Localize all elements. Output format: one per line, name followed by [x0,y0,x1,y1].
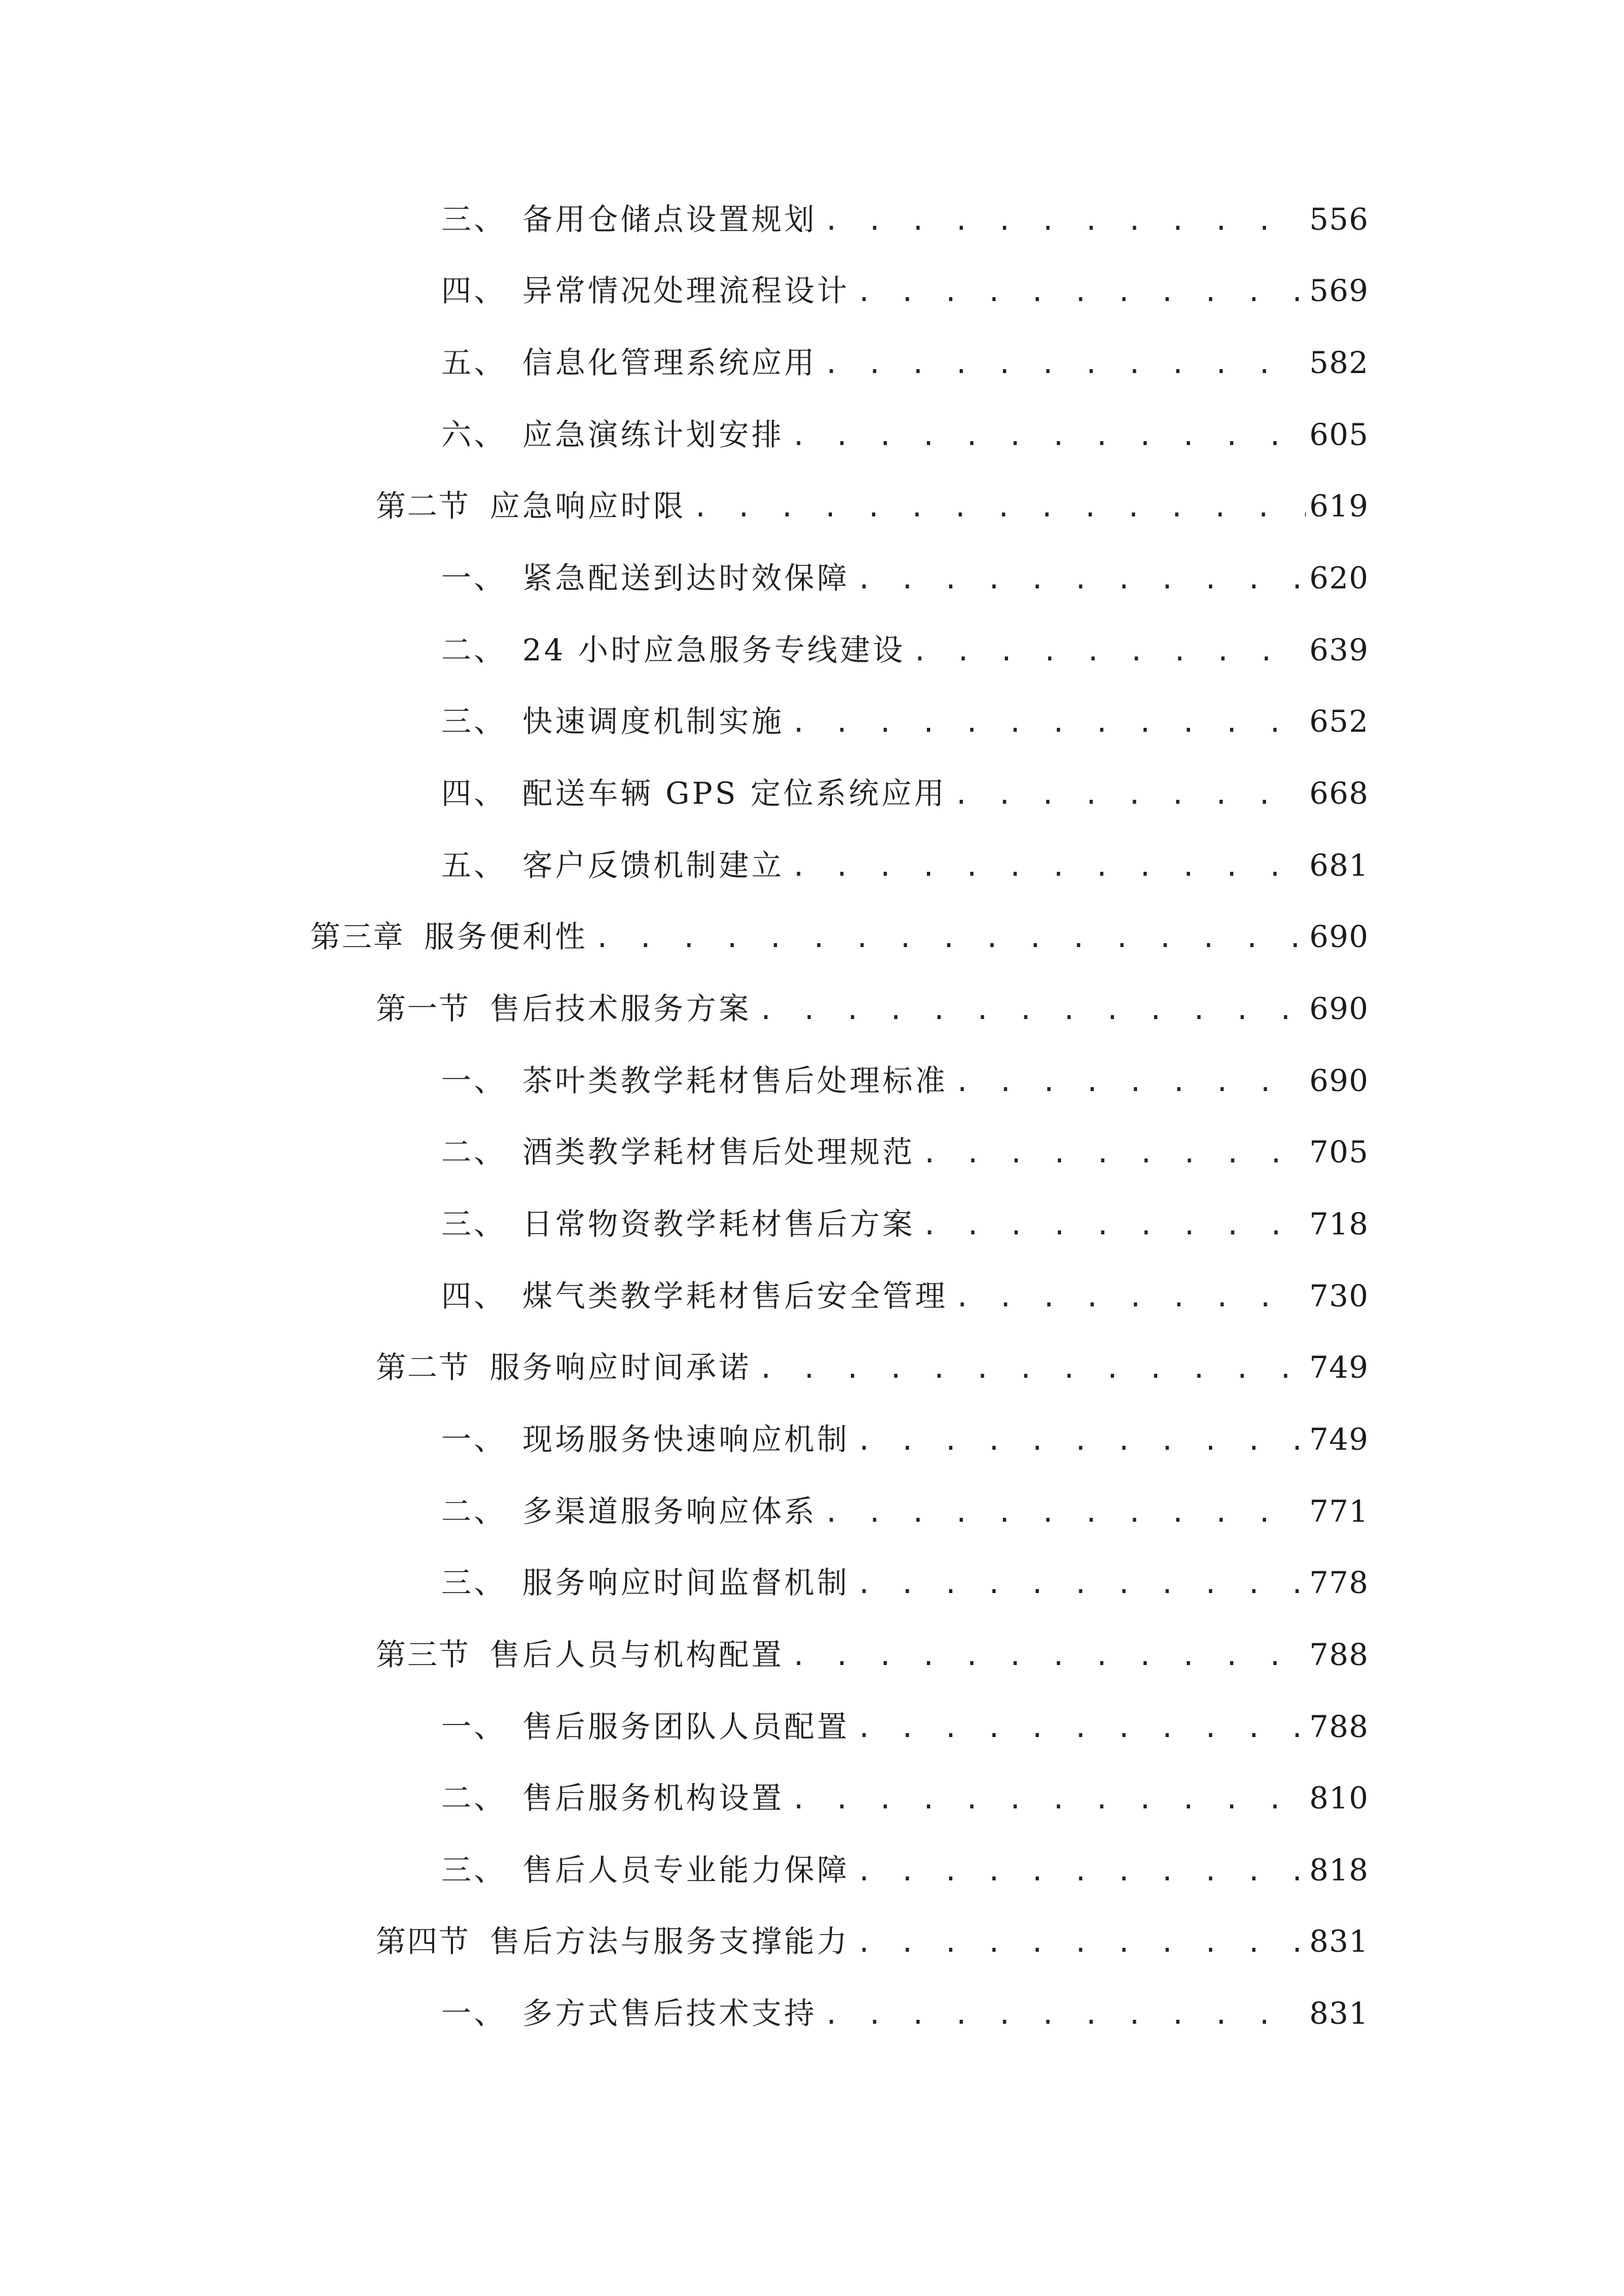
toc-entry-title: 售后方法与服务支撑能力 [490,1924,850,1959]
toc-entry-page: 718 [1309,1206,1369,1242]
toc-entry-title: 煤气类教学耗材售后安全管理 [522,1278,948,1314]
dot-leader [856,1554,1306,1611]
toc-entry-page: 556 [1309,202,1369,237]
toc-entry[interactable] [441,1054,1369,1107]
toc-entry-number: 三、 [441,202,507,237]
toc-entry[interactable] [376,1341,1369,1393]
dot-leader [791,406,1306,463]
toc-entry[interactable] [441,1126,1369,1178]
toc-entry[interactable] [441,839,1369,891]
dot-leader [954,1268,1306,1324]
toc-entry[interactable] [310,910,1369,963]
toc-entry[interactable] [441,552,1369,604]
toc-entry-title: 服务便利性 [424,919,588,954]
dot-leader [856,1698,1306,1755]
toc-entry-title: 售后人员专业能力保障 [522,1852,850,1888]
toc-entry-number: 一、 [441,1996,507,2031]
toc-entry[interactable] [441,264,1369,317]
toc-entry-page: 831 [1309,1996,1369,2031]
toc-entry-title: 现场服务快速响应机制 [522,1422,850,1457]
toc-entry[interactable] [441,1270,1369,1322]
dot-leader [823,1985,1306,2041]
toc-entry-page: 668 [1309,776,1369,811]
toc-entry-title: 售后人员与机构配置 [490,1637,784,1672]
toc-entry[interactable] [441,1987,1369,2039]
toc-entry[interactable] [376,1628,1369,1681]
toc-entry-number: 六、 [441,417,507,452]
toc-entry-title: 信息化管理系统应用 [522,345,817,380]
toc-entry-page: 749 [1309,1350,1369,1385]
toc-entry-page: 749 [1309,1422,1369,1457]
dot-leader [693,478,1306,534]
dot-leader [791,1626,1306,1683]
toc-entry-title: 异常情况处理流程设计 [522,273,850,308]
toc-entry-page: 831 [1309,1924,1369,1959]
toc-entry-title: 多渠道服务响应体系 [522,1494,817,1529]
toc-entry-title: 售后技术服务方案 [490,991,751,1026]
toc-entry-title: 售后服务机构设置 [522,1780,784,1816]
toc-entry[interactable] [441,193,1369,245]
dot-leader [922,1196,1306,1252]
toc-entry-page: 771 [1309,1494,1369,1529]
toc-entry[interactable] [376,1915,1369,1967]
toc-entry-number: 第二节 [376,488,470,524]
toc-entry-page: 705 [1309,1134,1369,1170]
toc-entry-page: 730 [1309,1278,1369,1314]
toc-entry-title: 茶叶类教学耗材售后处理标准 [522,1063,948,1098]
dot-leader [791,837,1306,893]
toc-entry-number: 四、 [441,776,507,811]
toc-entry-page: 619 [1309,488,1369,524]
toc-entry-number: 一、 [441,1063,507,1098]
toc-entry-page: 788 [1309,1709,1369,1744]
toc-entry-page: 681 [1309,848,1369,883]
toc-entry[interactable] [441,695,1369,747]
toc-entry-number: 四、 [441,273,507,308]
toc-entry-title: 备用仓储点设置规划 [522,202,817,237]
toc-entry-number: 四、 [441,1278,507,1314]
dot-leader [856,262,1306,319]
dot-leader [954,1052,1306,1109]
toc-entry-title: 日常物资教学耗材售后方案 [522,1206,915,1242]
toc-entry[interactable] [441,767,1369,819]
toc-entry-title: 紧急配送到达时效保障 [522,560,850,596]
toc-entry-page: 690 [1309,1063,1369,1098]
toc-entry[interactable] [376,982,1369,1035]
toc-entry-title: 服务响应时间承诺 [490,1350,751,1385]
toc-entry-number: 三、 [441,704,507,739]
toc-entry-page: 652 [1309,704,1369,739]
toc-entry[interactable] [441,1556,1369,1609]
dot-leader [856,1842,1306,1898]
toc-entry[interactable] [441,1700,1369,1753]
toc-entry[interactable] [441,1198,1369,1250]
toc-entry-page: 818 [1309,1852,1369,1888]
toc-entry[interactable] [441,1772,1369,1824]
toc-entry[interactable] [441,1844,1369,1896]
dot-leader [856,1411,1306,1467]
toc-entry-title: 快速调度机制实施 [522,704,784,739]
toc-entry[interactable] [441,1485,1369,1537]
toc-entry-number: 第四节 [376,1924,470,1959]
toc-entry-page: 778 [1309,1565,1369,1600]
toc-entry[interactable] [441,336,1369,389]
toc-entry-number: 一、 [441,1709,507,1744]
dot-leader [953,765,1306,821]
toc-entry-title: 应急响应时限 [490,488,686,524]
dot-leader [856,550,1306,606]
dot-leader [823,191,1306,247]
toc-entry-title: 服务响应时间监督机制 [522,1565,850,1600]
dot-leader [594,908,1306,965]
toc-entry-page: 582 [1309,345,1369,380]
toc-entry-title: 应急演练计划安排 [522,417,784,452]
toc-entry-number: 一、 [441,560,507,596]
toc-entry-page: 810 [1309,1780,1369,1816]
toc-entry-number: 三、 [441,1206,507,1242]
toc-entry-page: 569 [1309,273,1369,308]
toc-entry-number: 三、 [441,1852,507,1888]
toc-entry-page: 690 [1309,919,1369,954]
toc-entry-number: 一、 [441,1422,507,1457]
dot-leader [823,1483,1306,1539]
dot-leader [823,334,1306,391]
dot-leader [758,1339,1306,1395]
toc-entry-number: 二、 [441,632,507,668]
toc-entry-number: 二、 [441,1134,507,1170]
toc-entry-title: 24 小时应急服务专线建设 [522,632,906,668]
toc-entry-number: 第三节 [376,1637,470,1672]
toc-entry-title: 酒类教学耗材售后处理规范 [522,1134,915,1170]
dot-leader [912,622,1306,678]
toc-entry-page: 690 [1309,991,1369,1026]
toc-entry-page: 788 [1309,1637,1369,1672]
toc-entry-title: 配送车辆 GPS 定位系统应用 [522,776,947,811]
dot-leader [791,693,1306,749]
toc-entry-number: 五、 [441,848,507,883]
dot-leader [758,980,1306,1037]
toc-entry-page: 639 [1309,632,1369,668]
toc-entry-title: 售后服务团队人员配置 [522,1709,850,1744]
toc-entry-number: 二、 [441,1780,507,1816]
toc-entry-page: 605 [1309,417,1369,452]
dot-leader [856,1913,1306,1969]
toc-entry-title: 客户反馈机制建立 [522,848,784,883]
toc-entry-number: 三、 [441,1565,507,1600]
toc-entry-number: 第一节 [376,991,470,1026]
toc-entry-number: 二、 [441,1494,507,1529]
toc-entry-number: 第三章 [310,919,405,954]
toc-entry[interactable] [441,408,1369,461]
toc-entry-page: 620 [1309,560,1369,596]
toc-entry[interactable] [441,624,1369,676]
dot-leader [922,1124,1306,1180]
toc-entry[interactable] [441,1413,1369,1465]
toc-entry[interactable] [376,480,1369,532]
toc-entry-number: 五、 [441,345,507,380]
dot-leader [791,1770,1306,1826]
toc-entry-title: 多方式售后技术支持 [522,1996,817,2031]
toc-entry-number: 第二节 [376,1350,470,1385]
